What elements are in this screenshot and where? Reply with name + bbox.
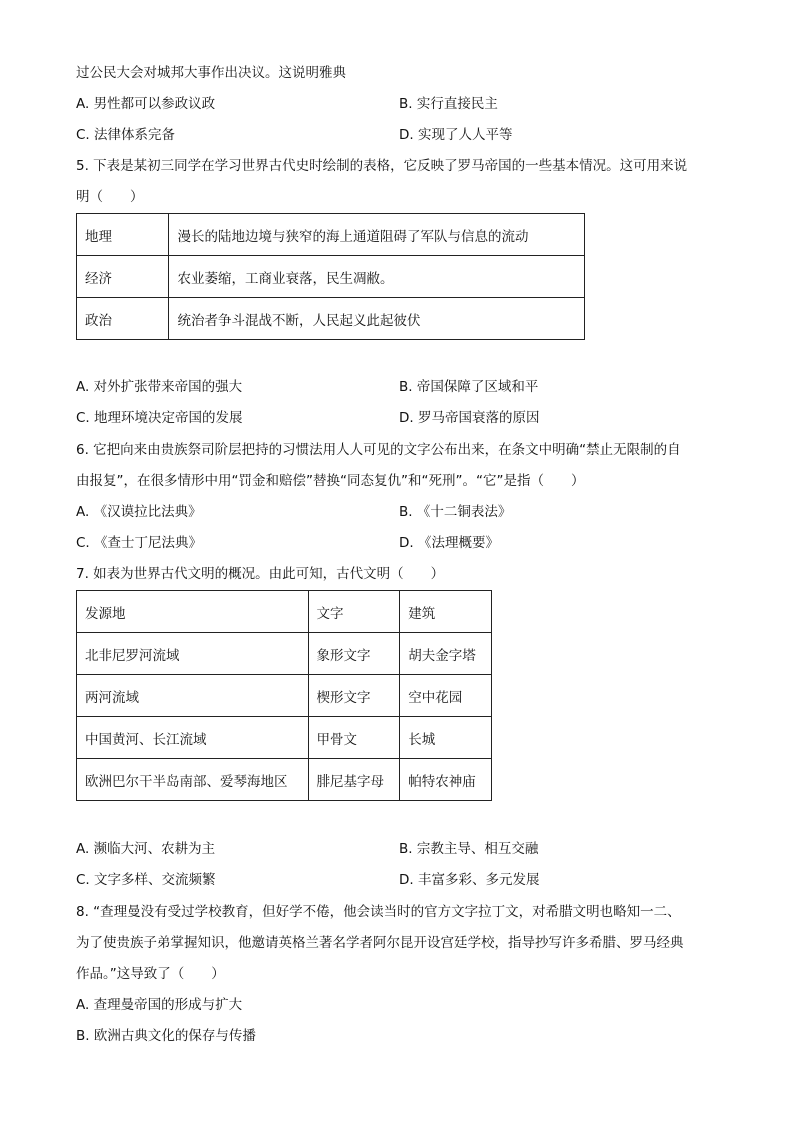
- q7-option-a: A. 濒临大河、农耕为主: [76, 841, 216, 857]
- q8-stem-line3: 作品。”这导致了（ ）: [76, 966, 225, 982]
- table-row: [77, 633, 492, 675]
- table-cell: 楔形文字: [308, 675, 400, 717]
- q4-option-a: A. 男性都可以参政议政: [76, 96, 216, 112]
- table-cell: 长城: [400, 717, 492, 759]
- table-cell: 腓尼基字母: [308, 759, 400, 801]
- q7-stem: 7. 如表为世界古代文明的概况。由此可知，古代文明（ ）: [76, 566, 445, 582]
- table-row: [77, 675, 492, 717]
- table-header-row: [77, 591, 492, 633]
- table-row: [77, 214, 585, 256]
- q6-option-b: B. 《十二铜表法》: [399, 504, 512, 520]
- table-header-cell: 建筑: [400, 591, 492, 633]
- q6-stem-line1: 6. 它把向来由贵族祭司阶层把持的习惯法用人人可见的文字公布出来，在条文中明确“禁止无限制的自: [76, 442, 681, 458]
- table-cell: 中国黄河、长江流域: [77, 717, 309, 759]
- table-header-cell: 发源地: [77, 591, 309, 633]
- table-cell: 农业萎缩，工商业衰落，民生凋敝。: [169, 256, 585, 298]
- q5-option-a: A. 对外扩张带来帝国的强大: [76, 379, 243, 395]
- q7-table: [76, 590, 492, 801]
- q5-option-d: D. 罗马帝国衰落的原因: [399, 410, 540, 426]
- table-cell: 胡夫金字塔: [400, 633, 492, 675]
- q5-stem-line1: 5. 下表是某初三同学在学习世界古代史时绘制的表格，它反映了罗马帝国的一些基本情况。这可用来说: [76, 158, 688, 174]
- q4-option-c: C. 法律体系完备: [76, 127, 176, 143]
- table-cell: 地理: [77, 214, 169, 256]
- table-row: [77, 717, 492, 759]
- table-cell: 统治者争斗混战不断，人民起义此起彼伏: [169, 298, 585, 340]
- q4-option-d: D. 实现了人人平等: [399, 127, 513, 143]
- table-cell: 北非尼罗河流域: [77, 633, 309, 675]
- table-row: [77, 298, 585, 340]
- table-cell: 漫长的陆地边境与狭窄的海上通道阻碍了军队与信息的流动: [169, 214, 585, 256]
- q7-option-c: C. 文字多样、交流频繁: [76, 872, 216, 888]
- table-cell: 空中花园: [400, 675, 492, 717]
- table-cell: 帕特农神庙: [400, 759, 492, 801]
- table-cell: 象形文字: [308, 633, 400, 675]
- q6-option-c: C. 《查士丁尼法典》: [76, 535, 203, 551]
- q5-option-b: B. 帝国保障了区域和平: [399, 379, 539, 395]
- q5-table: [76, 213, 585, 340]
- q5-stem-line2: 明（ ）: [76, 189, 144, 205]
- table-cell: 甲骨文: [308, 717, 400, 759]
- q8-stem-line1: 8. “查理曼没有受过学校教育，但好学不倦，他会读当时的官方文字拉丁文，对希腊文明也略知一二、: [76, 904, 681, 920]
- table-header-cell: 文字: [308, 591, 400, 633]
- intro-line: 过公民大会对城邦大事作出决议。这说明雅典: [76, 65, 346, 81]
- table-cell: 政治: [77, 298, 169, 340]
- q6-stem-line2: 由报复”，在很多情形中用“罚金和赔偿”替换“同态复仇”和“死刑”。“它”是指（ ）: [76, 473, 585, 489]
- q8-stem-line2: 为了使贵族子弟掌握知识，他邀请英格兰著名学者阿尔昆开设宫廷学校，指导抄写许多希腊、罗马经典: [76, 935, 684, 951]
- q8-option-a: A. 查理曼帝国的形成与扩大: [76, 997, 243, 1013]
- q7-option-d: D. 丰富多彩、多元发展: [399, 872, 540, 888]
- table-row: [77, 256, 585, 298]
- table-row: [77, 759, 492, 801]
- q7-option-b: B. 宗教主导、相互交融: [399, 841, 539, 857]
- q8-option-b: B. 欧洲古典文化的保存与传播: [76, 1028, 256, 1044]
- table-cell: 两河流域: [77, 675, 309, 717]
- q4-option-b: B. 实行直接民主: [399, 96, 498, 112]
- table-cell: 经济: [77, 256, 169, 298]
- q6-option-a: A. 《汉谟拉比法典》: [76, 504, 202, 520]
- table-cell: 欧洲巴尔干半岛南部、爱琴海地区: [77, 759, 309, 801]
- q6-option-d: D. 《法理概要》: [399, 535, 499, 551]
- q5-option-c: C. 地理环境决定帝国的发展: [76, 410, 243, 426]
